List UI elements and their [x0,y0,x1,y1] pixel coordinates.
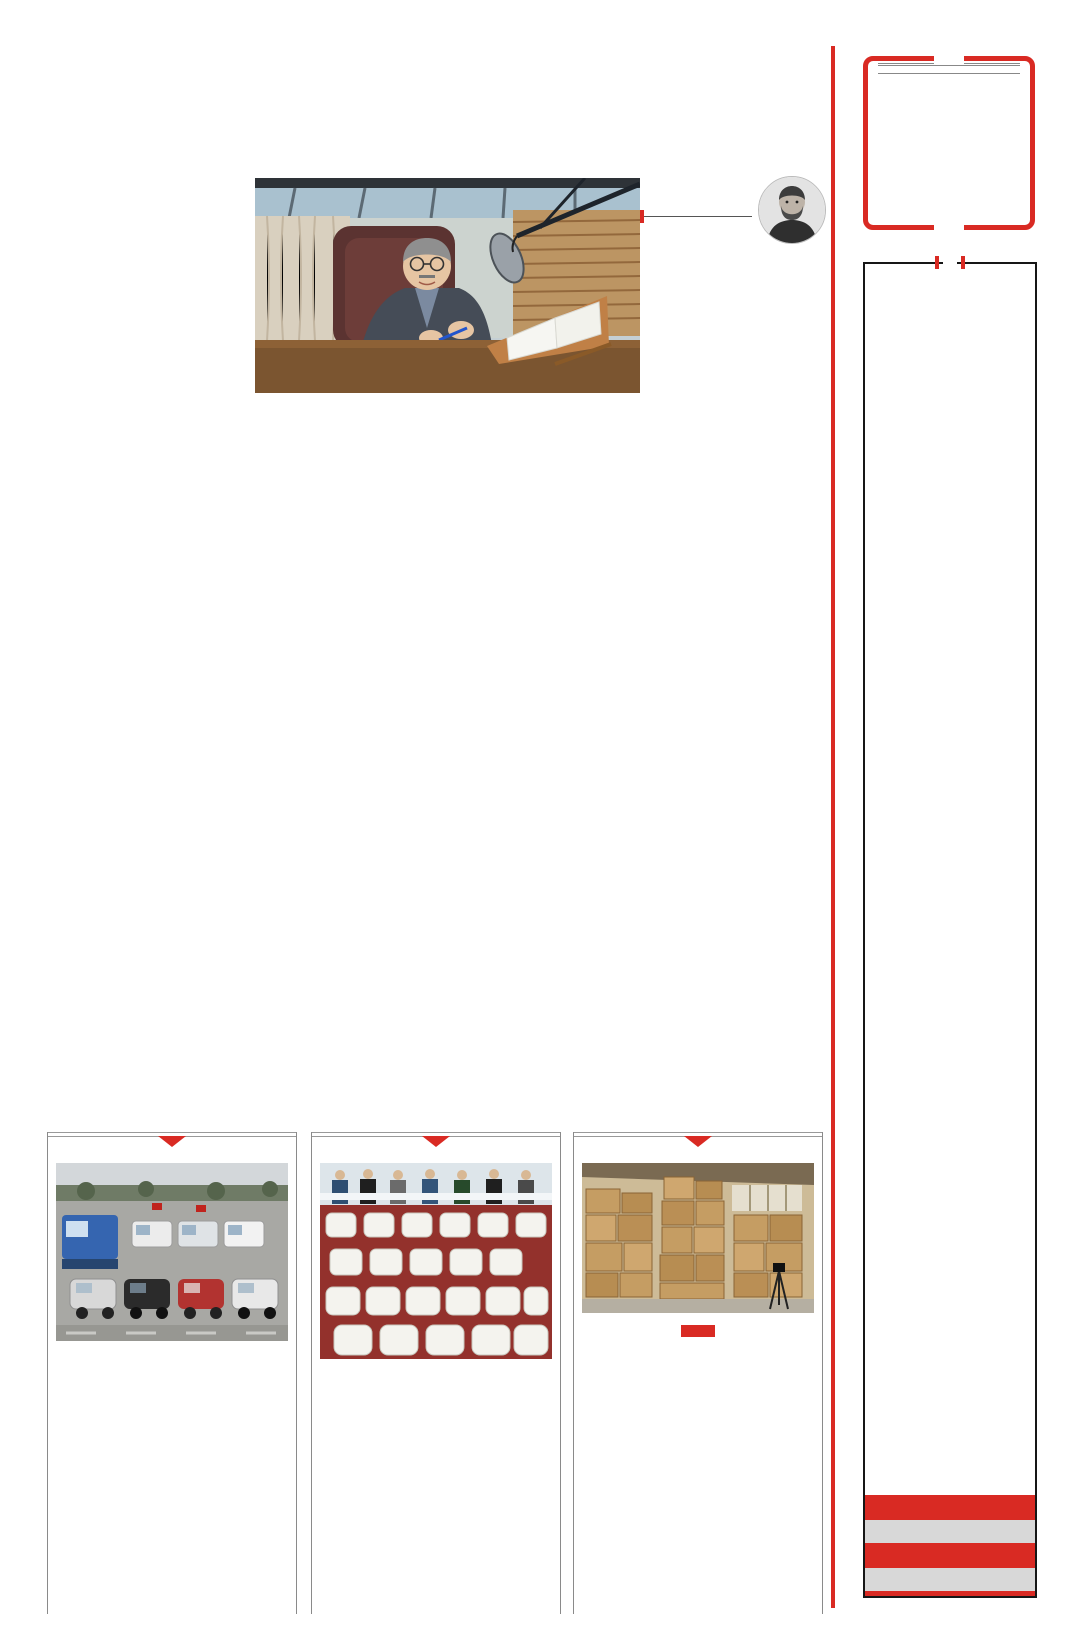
article-column-4 [48,180,236,1112]
news-box-text [312,1153,560,1159]
sms-number [865,1495,1035,1520]
red-tick-icon [961,256,965,269]
article-column-3 [252,403,440,1112]
hotline-sidebar [863,262,1037,1598]
masthead-divider [878,73,1020,74]
article-column-2 [450,403,638,1112]
phone-caption [865,1568,1035,1591]
service-convoy-photo [56,1163,288,1341]
news-box-text [574,1153,822,1159]
sms-number-block [865,1495,1035,1596]
masthead-divider [878,65,1020,66]
issue-date-line [868,67,1030,72]
news-box-service-drill [47,1132,297,1614]
news-box-text [48,1153,296,1159]
news-box-hoarding [573,1132,823,1614]
red-triangle-icon [684,1136,712,1147]
sidebar-title-row [865,252,1035,271]
author-portrait-illustration [759,177,825,243]
masthead-box [863,56,1035,230]
radio-studio-illustration [255,178,640,393]
aid-packages-photo [320,1163,552,1359]
red-triangle-icon [422,1136,450,1147]
author-block [640,176,828,256]
article-end-mark [681,1325,715,1337]
red-strip [865,1591,1035,1596]
vertical-red-divider [831,46,835,1608]
author-divider-line [644,216,752,217]
author-avatar [758,176,826,244]
red-tick-icon [935,256,939,269]
red-triangle-icon [158,1136,186,1147]
masthead-top-notch [934,55,964,64]
warehouse-photo [582,1163,814,1313]
interview-photo [255,178,640,393]
phone-number [865,1543,1035,1568]
sms-caption [865,1520,1035,1543]
article-column-1 [648,258,822,1112]
news-box-aid-packages [311,1132,561,1614]
masthead-bottom-notch [934,222,964,231]
sidebar-title [943,253,957,271]
sidebar-lead [865,279,1035,317]
hotline-entries [872,352,1027,1494]
